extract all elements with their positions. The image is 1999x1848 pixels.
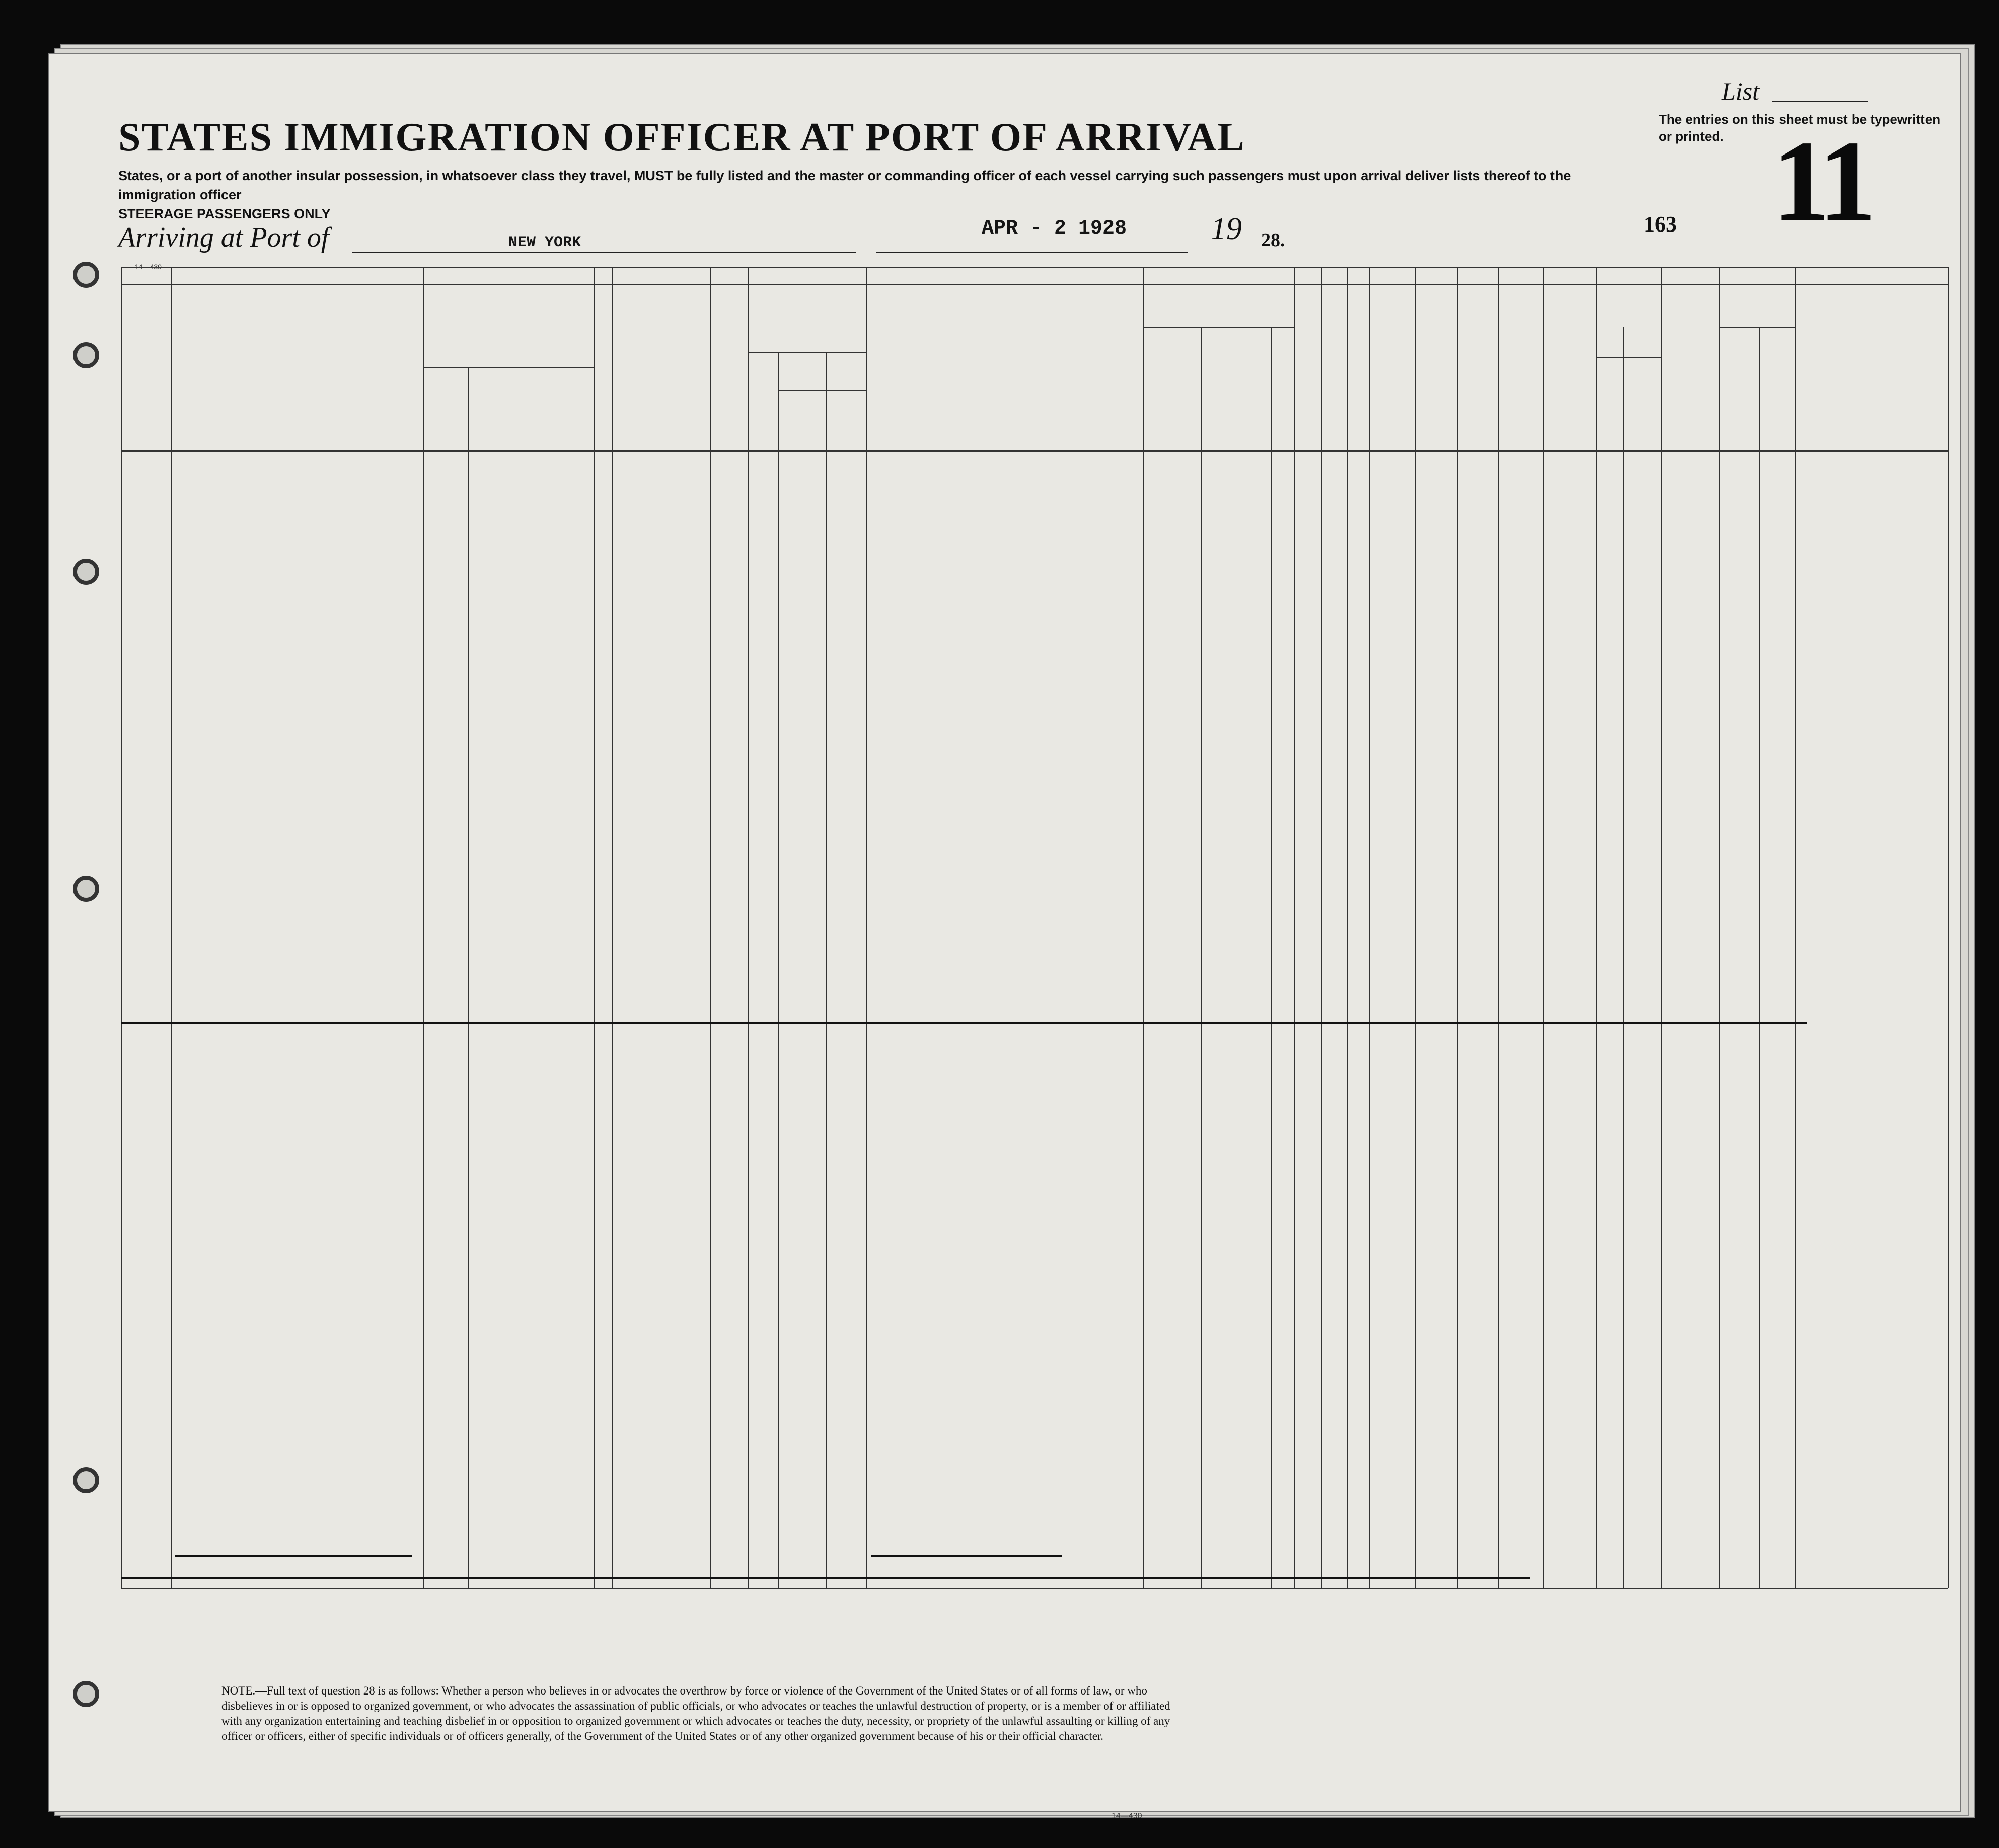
column-divider <box>748 267 749 1588</box>
column-number-border <box>121 284 1948 285</box>
column-divider <box>423 267 424 1588</box>
list-underline <box>1772 101 1868 102</box>
row30-bottom-line <box>121 1577 1530 1579</box>
binder-hole <box>73 262 99 288</box>
instructions-text <box>118 166 1628 223</box>
purpose-subheader-line <box>1143 327 1294 328</box>
arriving-label: Arriving at Port of <box>118 222 329 253</box>
binder-hole <box>73 1681 99 1707</box>
row30-relative-strike <box>175 1555 412 1557</box>
steerage-label: STEERAGE PASSENGERS ONLY <box>118 206 331 221</box>
subcolumn-divider <box>1201 327 1202 1588</box>
column-divider <box>171 267 172 1588</box>
ifyes-subheader-line <box>778 390 866 391</box>
typewritten-instruction: The entries on this sheet must be typewritten or printed. <box>1659 112 1941 144</box>
column-divider <box>1948 267 1949 1588</box>
column-divider <box>1347 267 1348 1588</box>
port-value: NEW YORK <box>508 234 581 251</box>
column-divider <box>1543 267 1544 1588</box>
port-underline <box>352 252 856 253</box>
handwritten-list-number: 11 <box>1772 117 1872 245</box>
column-divider <box>1719 267 1720 1588</box>
column-divider <box>594 267 595 1588</box>
century-label: 19 <box>1211 212 1242 246</box>
dest-subheader-line <box>423 367 594 368</box>
page-title: STATES IMMIGRATION OFFICER AT PORT OF ARRIVAL <box>118 115 1245 160</box>
column-divider <box>1369 267 1370 1588</box>
column-divider <box>1457 267 1458 1588</box>
list-label: List <box>1722 77 1760 105</box>
date-stamp: APR - 2 1928 <box>982 217 1127 240</box>
before-subheader-line <box>748 352 866 353</box>
column-divider <box>866 267 867 1588</box>
binder-hole <box>73 876 99 902</box>
table-top-border <box>121 267 1948 268</box>
form-number: 14—430 <box>135 263 162 271</box>
column-divider <box>1661 267 1662 1588</box>
footer-form-number: 14—430 <box>1112 1812 1142 1820</box>
binder-hole <box>73 1467 99 1493</box>
column-divider <box>1498 267 1499 1588</box>
column-divider <box>1415 267 1416 1588</box>
subcolumn-divider <box>468 367 469 1588</box>
column-divider <box>121 267 122 1588</box>
date-underline <box>876 252 1188 253</box>
column-divider <box>1795 267 1796 1588</box>
year-value: 28. <box>1261 229 1285 251</box>
binder-hole <box>73 559 99 585</box>
row30-join-strike <box>871 1555 1062 1557</box>
color-subheader-line <box>1719 327 1795 328</box>
footnote: NOTE.—Full text of question 28 is as follows: Whether a person who believes in or advocates the overthrow by force or violence of the Government of the United States or of all forms of law, or who disbelieves in or is opposed to organized government, or who advocates the assassination of public officials, or who advocates or teaches the unlawful destruction of property, or is a member of or affiliated with any organization entertaining and teaching disbelief in or opposition to organized government or which advocates or teaches the duty, necessity, or propriety of the unlawful assaulting or killing of any officer or officers, either of specific individuals or of officers generally, of the Government of the United States or of any other organized government because of his or their official character. <box>221 1684 1170 1742</box>
column-divider <box>710 267 711 1588</box>
subcolumn-divider <box>1271 327 1272 1588</box>
column-divider <box>1143 267 1144 1588</box>
page-number: 163 <box>1644 212 1677 237</box>
column-divider <box>1321 267 1322 1588</box>
row16-strike <box>121 1022 1807 1024</box>
subcolumn-divider <box>778 352 779 1588</box>
subcolumn-divider <box>826 352 827 1588</box>
height-subheader-line <box>1596 357 1661 358</box>
manifest-table <box>121 267 1948 1593</box>
header-bottom-border <box>121 450 1948 452</box>
subcolumn-divider <box>1623 327 1624 1588</box>
column-divider <box>1596 267 1597 1588</box>
instructions-line: States, or a port of another insular possession, in whatsoever class they travel, MUST be fully listed and the master or commanding officer of each vessel carrying such passengers must upon arrival deliver lists thereof to the immigration officer <box>118 168 1571 202</box>
column-divider <box>1294 267 1295 1588</box>
binder-hole <box>73 342 99 368</box>
subcolumn-divider <box>1759 327 1760 1588</box>
table-bottom-border <box>121 1588 1948 1589</box>
column-divider <box>612 267 613 1588</box>
